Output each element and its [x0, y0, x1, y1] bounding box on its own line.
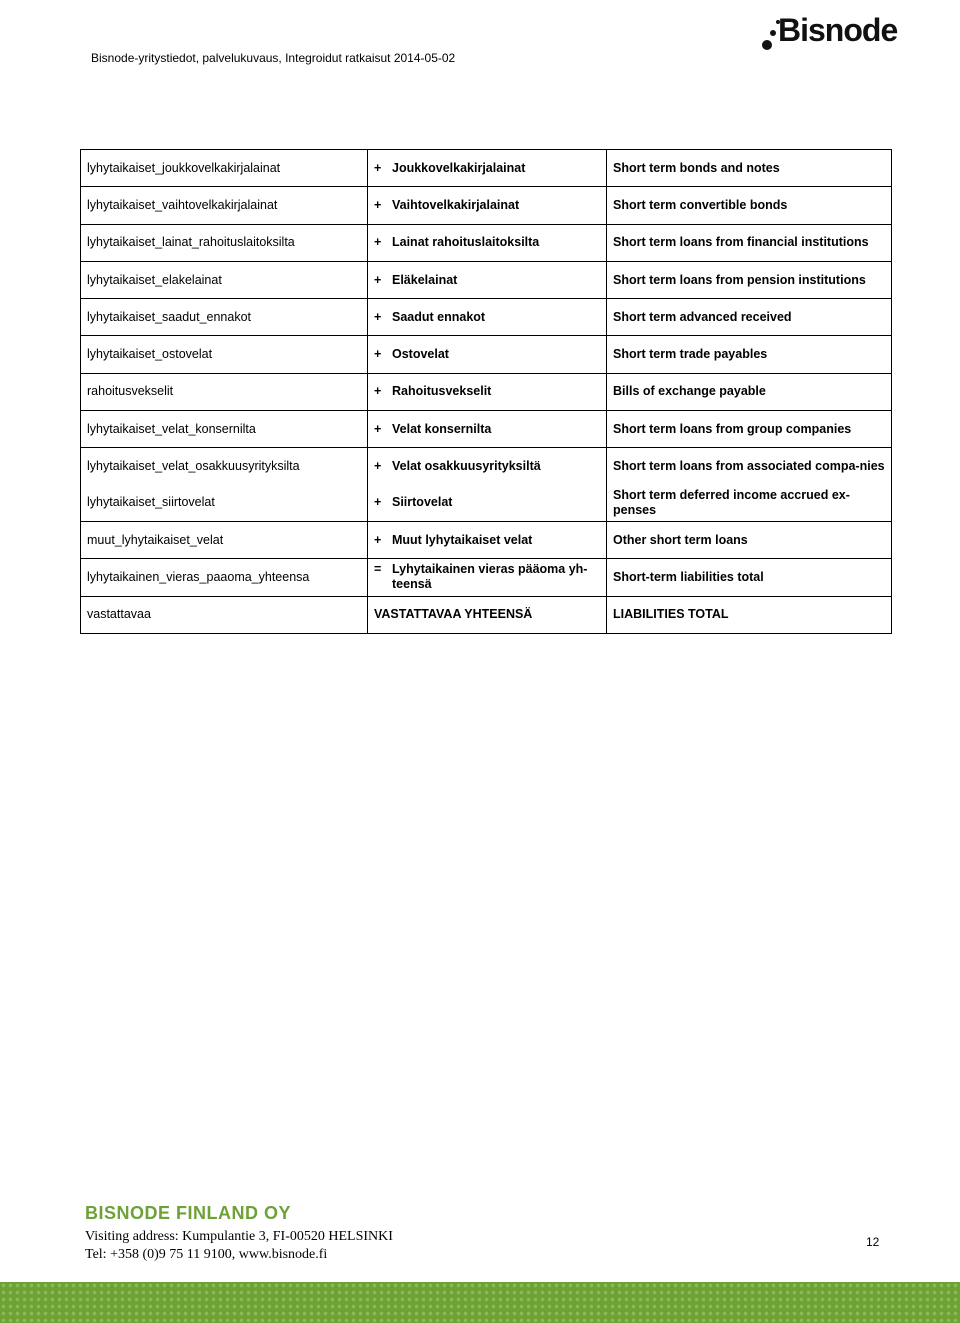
- finnish-label-cell: [368, 485, 607, 522]
- field-name-cell: lyhytaikaiset_ostovelat: [81, 336, 368, 373]
- english-label-cell: Short term trade payables: [607, 336, 892, 373]
- field-name-cell: lyhytaikaiset_velat_osakkuusyrityksilta: [81, 448, 368, 485]
- finnish-label: Velat osakkuusyrityksiltä: [392, 459, 541, 474]
- field-name-cell: vastattavaa: [81, 596, 368, 633]
- english-label-cell: Bills of exchange payable: [607, 373, 892, 410]
- finnish-label-cell: [368, 448, 607, 485]
- finnish-label-cell: [368, 150, 607, 187]
- operator-symbol: +: [374, 272, 382, 287]
- finnish-label-cell: [368, 521, 607, 558]
- english-label-cell: Short term loans from financial institutions: [607, 224, 892, 261]
- table-row: [81, 448, 892, 485]
- field-name-cell: muut_lyhytaikaiset_velat: [81, 521, 368, 558]
- table-row: [81, 150, 892, 187]
- table-row: [81, 299, 892, 336]
- field-name-cell: lyhytaikaiset_saadut_ennakot: [81, 299, 368, 336]
- footer-contact: Tel: +358 (0)9 75 11 9100, www.bisnode.fi: [85, 1247, 328, 1262]
- finnish-label: Lyhytaikainen vieras pääoma yh-teensä: [392, 562, 588, 592]
- bisnode-logo: [760, 8, 900, 58]
- finnish-label-cell: [368, 411, 607, 448]
- finnish-label: Velat konsernilta: [392, 421, 492, 436]
- finnish-label-cell: [368, 373, 607, 410]
- operator-symbol: =: [374, 562, 382, 577]
- finnish-label: Muut lyhytaikaiset velat: [392, 532, 533, 547]
- english-label-cell: LIABILITIES TOTAL: [607, 596, 892, 633]
- table-row: [81, 224, 892, 261]
- field-name-cell: lyhytaikainen_vieras_paaoma_yhteensa: [81, 559, 368, 596]
- table-row: [81, 596, 892, 633]
- finnish-label: Vaihtovelkakirjalainat: [392, 197, 520, 212]
- finnish-label: Eläkelainat: [392, 272, 458, 287]
- finnish-label-cell: [368, 559, 607, 596]
- english-label-cell: Short term advanced received: [607, 299, 892, 336]
- finnish-label: Joukkovelkakirjalainat: [392, 160, 526, 175]
- english-label-cell: Short term loans from group companies: [607, 411, 892, 448]
- field-name-cell: lyhytaikaiset_joukkovelkakirjalainat: [81, 150, 368, 187]
- operator-symbol: +: [374, 459, 382, 474]
- table-row: [81, 336, 892, 373]
- operator-symbol: +: [374, 347, 382, 362]
- operator-symbol: +: [374, 384, 382, 399]
- field-name-cell: lyhytaikaiset_elakelainat: [81, 261, 368, 298]
- finnish-label: Saadut ennakot: [392, 309, 486, 324]
- table-row: [81, 411, 892, 448]
- table-row: [81, 521, 892, 558]
- field-name-cell: rahoitusvekselit: [81, 373, 368, 410]
- finnish-label-cell: [368, 261, 607, 298]
- finnish-label-cell: [368, 336, 607, 373]
- table-row: [81, 373, 892, 410]
- operator-symbol: +: [374, 532, 382, 547]
- footer-decorative-band: [0, 1282, 960, 1323]
- english-label-cell: Short-term liabilities total: [607, 559, 892, 596]
- english-label-cell: Other short term loans: [607, 521, 892, 558]
- footer-company-name: BISNODE FINLAND OY: [85, 1203, 292, 1223]
- logo-dot-icon: [770, 30, 776, 36]
- operator-symbol: +: [374, 495, 382, 510]
- operator-symbol: +: [374, 235, 382, 250]
- footer-address: Visiting address: Kumpulantie 3, FI-00520 HELSINKI: [85, 1229, 393, 1244]
- operator-symbol: +: [374, 160, 382, 175]
- english-label-cell: Short term convertible bonds: [607, 187, 892, 224]
- field-name-cell: lyhytaikaiset_velat_konsernilta: [81, 411, 368, 448]
- operator-symbol: +: [374, 309, 382, 324]
- finnish-label: Siirtovelat: [392, 495, 453, 510]
- english-label-cell: Short term deferred income accrued ex-penses: [607, 485, 892, 522]
- english-label-cell: Short term bonds and notes: [607, 150, 892, 187]
- english-label-cell: Short term loans from pension institutions: [607, 261, 892, 298]
- finnish-label: VASTATTAVAA YHTEENSÄ: [374, 607, 533, 622]
- finnish-label: Rahoitusvekselit: [392, 384, 492, 399]
- finnish-label-cell: [368, 187, 607, 224]
- english-label-cell: Short term loans from associated compa-nies: [607, 448, 892, 485]
- finnish-label-cell: [368, 224, 607, 261]
- field-name-cell: lyhytaikaiset_lainat_rahoituslaitoksilta: [81, 224, 368, 261]
- finnish-label: Ostovelat: [392, 347, 449, 362]
- operator-symbol: +: [374, 197, 382, 212]
- operator-symbol: +: [374, 421, 382, 436]
- table-row: [81, 559, 892, 596]
- logo-dot-icon: [762, 40, 772, 50]
- table-row: [81, 187, 892, 224]
- finnish-label: Lainat rahoituslaitoksilta: [392, 235, 540, 250]
- document-header-title: Bisnode-yritystiedot, palvelukuvaus, Integroidut ratkaisut 2014-05-02: [91, 51, 456, 65]
- finnish-label-cell: [368, 596, 607, 633]
- liabilities-mapping-table: [80, 149, 892, 634]
- finnish-label-cell: [368, 299, 607, 336]
- field-name-cell: lyhytaikaiset_siirtovelat: [81, 485, 368, 522]
- table-row: [81, 261, 892, 298]
- page-number: 12: [866, 1235, 880, 1249]
- table-row: [81, 485, 892, 522]
- field-name-cell: lyhytaikaiset_vaihtovelkakirjalainat: [81, 187, 368, 224]
- logo-wordmark: Bisnode: [778, 12, 898, 48]
